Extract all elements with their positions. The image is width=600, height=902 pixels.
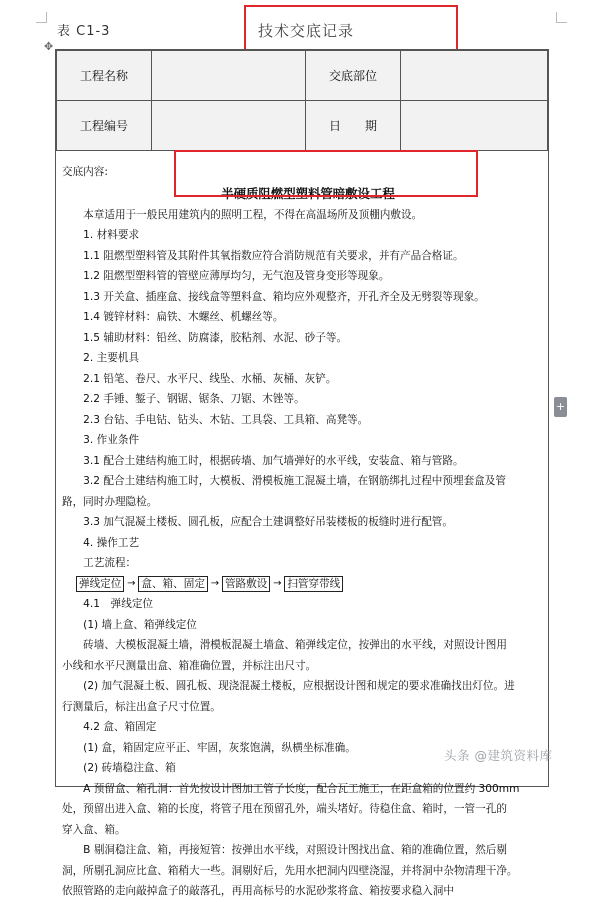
flow-step: 弹线定位 (76, 576, 124, 592)
content-line: (1) 墙上盒、箱弹线定位 (62, 618, 197, 631)
content-line: (2) 砖墙稳注盒、箱 (62, 762, 176, 774)
flow-step: 盒、箱、固定 (138, 576, 208, 592)
flow-arrow-icon: → (210, 577, 220, 589)
content-line: 砖墙、大模板混凝土墙，滑模板混凝土墙盒、箱弹线定位，按弹出的水平线，对照设计图用 (62, 639, 507, 651)
table-code: 表 C1-3 (57, 24, 111, 39)
content-line: 行测量后，标注出盒子尺寸位置。 (62, 700, 221, 713)
content-line: 1.1 阻燃型塑料管及其附件其氧指数应符合消防规范有关要求，并有产品合格证。 (62, 249, 464, 262)
content-line: 2.1 铅笔、卷尺、水平尺、线坠、水桶、灰桶、灰铲。 (62, 372, 337, 385)
content-line: 工艺流程： (62, 557, 137, 569)
project-number-field[interactable] (152, 101, 306, 151)
content-lines (62, 205, 544, 574)
watermark: 头条 @建筑资料库 (444, 748, 553, 763)
content-line: 处，预留出进入盒、箱的长度，将管子甩在预留孔外，端头堵好。待稳住盒、箱时，一管一孔的 (62, 803, 507, 815)
content-line: 2.3 台钻、手电钻、钻头、木钻、工具袋、工具箱、高凳等。 (62, 413, 369, 426)
flow-arrow-icon: → (127, 577, 136, 589)
content-line: 小线和水平尺测量出盒、箱准确位置，并标注出尺寸。 (62, 659, 317, 672)
content-line: 4.2 盒、箱固定 (62, 721, 157, 733)
date-label: 日 期 (306, 101, 401, 151)
flow-step: 管路敷设 (222, 576, 270, 592)
section-title-highlight-box (174, 150, 478, 197)
content-line: 1.4 镀锌材料：扁铁、木螺丝、机螺丝等。 (62, 311, 284, 323)
content-line: 依照管路的走向敲掉盒子的敲落孔，再用高标号的水泥砂浆将盒、箱按要求稳入洞中 (62, 885, 454, 897)
handover-content (62, 162, 544, 902)
content-line: 2.2 手锤、錾子、钢锯、锯条、刀锯、木锉等。 (62, 393, 305, 405)
content-line: A 预留盒、箱孔洞：首先按设计图加工管子长度，配合瓦工施工，在距盒箱的位置约 300mm (62, 782, 520, 795)
handover-part-label: 交底部位 (306, 51, 401, 101)
content-line: 3.1 配合土建结构施工时，根据砖墙、加气墙弹好的水平线，安装盒、箱与管路。 (62, 454, 464, 467)
content-line: 3.3 加气混凝土楼板、圆孔板，应配合土建调整好吊装楼板的板缝时进行配管。 (62, 516, 453, 528)
page-corner-mark (556, 12, 567, 23)
content-line: 1.3 开关盒、插座盒、接线盒等塑料盒、箱均应外观整齐，开孔齐全及无劈裂等现象。 (62, 290, 485, 303)
project-name-label: 工程名称 (57, 51, 152, 101)
process-flow (62, 574, 544, 595)
project-info-table (56, 50, 548, 151)
content-line: (2) 加气混凝土板、圆孔板、现浇混凝土楼板，应根据设计图和规定的要求准确找出灯位。进 (62, 680, 515, 692)
content-label: 交底内容: (62, 166, 108, 178)
flow-step: 扫管穿带线 (284, 576, 343, 592)
side-panel-toggle-icon[interactable]: + (554, 397, 567, 417)
document-title: 技术交底记录 (258, 22, 355, 40)
flow-arrow-icon: → (273, 577, 282, 589)
content-line: 1.2 阻燃型塑料管的管壁应薄厚均匀，无气泡及管身变形等现象。 (62, 270, 390, 282)
project-name-field[interactable] (152, 51, 306, 101)
content-line: 1. 材料要求 (62, 229, 140, 241)
content-line: 1.5 辅助材料：铅丝、防腐漆，胶粘剂、水泥、砂子等。 (62, 331, 348, 344)
content-line: 4.1 弹线定位 (62, 598, 154, 610)
handover-part-field[interactable] (401, 51, 548, 101)
content-line: B 剔洞稳注盒、箱，再接短管：按弹出水平线，对照设计图找出盒、箱的准确位置，然后剔 (62, 844, 507, 856)
content-line: 穿入盒、箱。 (62, 823, 126, 836)
date-field[interactable] (401, 101, 548, 151)
content-line: 4. 操作工艺 (62, 536, 140, 549)
project-number-label: 工程编号 (57, 101, 152, 151)
content-line: (1) 盒，箱固定应平正、牢固，灰浆饱满，纵横坐标准确。 (62, 741, 356, 754)
content-line: 3. 作业条件 (62, 434, 140, 446)
content-line: 2. 主要机具 (62, 352, 140, 364)
content-title: 半硬质阻燃型塑料管暗敷设工程 (221, 185, 395, 201)
table-move-handle-icon[interactable]: ✥ (44, 40, 54, 53)
content-line: 洞，所剔孔洞应比盒、箱稍大一些。洞剔好后，先用水把洞内四壁浇湿，并将洞中杂物清理干净。 (62, 864, 518, 877)
content-line: 本章适用于一般民用建筑内的照明工程，不得在高温场所及顶棚内敷设。 (62, 208, 423, 221)
content-line: 3.2 配合土建结构施工时，大模板、滑模板施工混凝土墙，在钢筋绑扎过程中预埋套盒及管 (62, 475, 506, 487)
content-line: 路，同时办理隐检。 (62, 495, 158, 508)
page-corner-mark (36, 12, 47, 23)
